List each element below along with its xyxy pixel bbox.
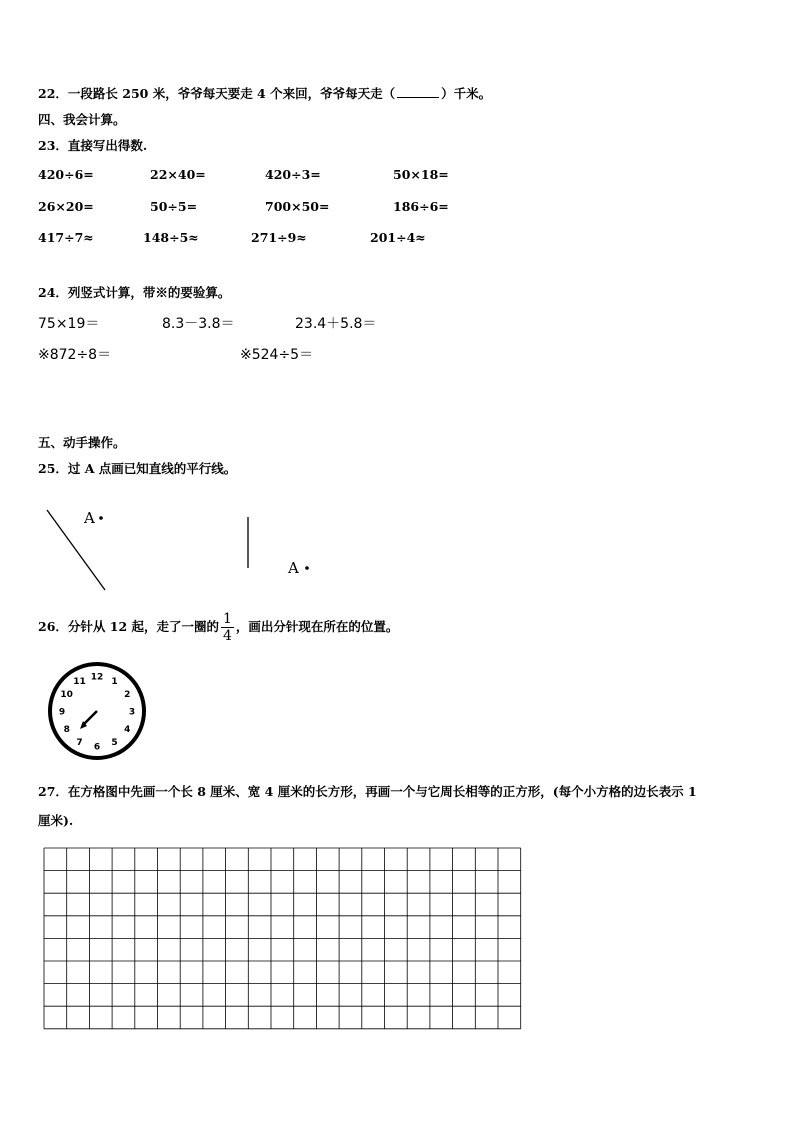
calc-item: 22×40= [150, 167, 206, 182]
question-23-title: 23．直接写出得数. [38, 138, 148, 153]
clock-number: 7 [76, 737, 83, 748]
clock-number: 8 [63, 725, 70, 735]
calc-item: 201÷4≈ [370, 230, 426, 245]
question-24-title: 24．列竖式计算，带※的要验算。 [38, 285, 231, 300]
vertical-calc-item: ※872÷8＝ [38, 347, 112, 363]
calc-item: 420÷6= [38, 167, 94, 182]
vertical-calc-item: 23.4＋5.8＝ [295, 316, 377, 332]
calc-item: 26×20= [38, 199, 94, 214]
clock-number: 2 [124, 690, 131, 700]
grid-lines [44, 848, 521, 1029]
clock-number: 12 [90, 672, 104, 683]
fraction-denominator: 4 [223, 628, 232, 644]
question-22-suffix: ）千米。 [441, 86, 492, 101]
point-a-label: A [288, 559, 299, 577]
vertical-calc-item: 8.3－3.8＝ [162, 316, 235, 332]
clock-number: 6 [93, 742, 101, 753]
calc-item: 420÷3= [265, 167, 321, 182]
question-27-line1: 27．在方格图中先画一个长 8 厘米、宽 4 厘米的长方形，再画一个与它周长相等的正方形，(每个小方格的边长表示 1 [38, 784, 697, 799]
calc-item: 148÷5≈ [143, 230, 199, 245]
clock-number: 5 [111, 737, 118, 748]
question-25-title: 25．过 A 点画已知直线的平行线。 [38, 461, 237, 476]
clock-number: 10 [60, 690, 73, 700]
section-heading-5: 五、动手操作。 [38, 435, 126, 450]
clock-number: 3 [128, 707, 136, 718]
calc-item: 700×50= [265, 199, 330, 214]
fraction-numerator: 1 [223, 611, 232, 627]
clock-number: 1 [111, 677, 118, 688]
calc-item: 417÷7≈ [38, 230, 94, 245]
question-22-text: 22．一段路长 250 米，爷爷每天要走 4 个来回，爷爷每天走（ [38, 86, 396, 101]
question-26-text: 26．分针从 12 起，走了一圈的 [38, 619, 219, 634]
point-a-label: A [84, 509, 95, 527]
clock-number: 11 [73, 677, 86, 688]
clock-number: 4 [124, 725, 131, 735]
clock-number: 9 [58, 707, 66, 718]
calc-item: 271÷9≈ [251, 230, 307, 245]
question-26-suffix: ，画出分针现在所在的位置。 [235, 619, 399, 634]
calc-item: 50×18= [393, 167, 449, 182]
section-heading-4: 四、我会计算。 [38, 112, 126, 127]
calc-item: 50÷5= [150, 199, 198, 214]
question-27-line2: 厘米). [38, 813, 74, 828]
vertical-calc-item: 75×19＝ [38, 316, 100, 332]
calc-item: 186÷6= [393, 199, 449, 214]
vertical-calc-item: ※524÷5＝ [240, 347, 314, 363]
